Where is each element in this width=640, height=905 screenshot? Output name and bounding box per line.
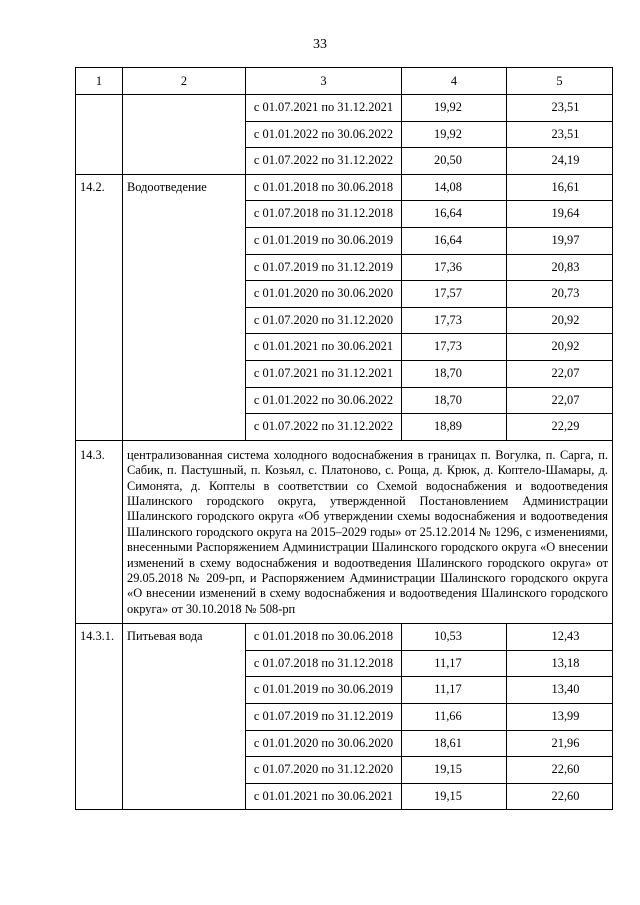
period-cell: с 01.07.2018 по 31.12.2018 [246, 201, 402, 228]
row-name: Водоотведение [123, 174, 246, 440]
section-row [76, 440, 613, 623]
value-5-cell [507, 624, 613, 651]
value-5-cell [507, 227, 613, 254]
value-4-text: 17,73 [434, 339, 462, 354]
value-4-text: 16,64 [434, 232, 462, 247]
value-4-text: 10,53 [434, 629, 462, 644]
value-5-cell [507, 254, 613, 281]
period-cell: с 01.01.2018 по 30.06.2018 [246, 624, 402, 651]
period-cell: с 01.01.2020 по 30.06.2020 [246, 730, 402, 757]
value-4-cell [402, 624, 507, 651]
period-cell: с 01.07.2020 по 31.12.2020 [246, 307, 402, 334]
value-4-cell [402, 730, 507, 757]
value-5-text: 13,99 [551, 708, 580, 723]
value-4-cell [402, 650, 507, 677]
period-cell: с 01.07.2019 по 31.12.2019 [246, 254, 402, 281]
value-5-cell [507, 201, 613, 228]
period-cell: с 01.07.2019 по 31.12.2019 [246, 703, 402, 730]
value-5-text: 13,40 [551, 682, 580, 697]
row-number: 14.2. [76, 174, 123, 440]
period-cell: с 01.01.2019 по 30.06.2019 [246, 677, 402, 704]
period-cell: с 01.01.2019 по 30.06.2019 [246, 227, 402, 254]
value-5-cell [507, 387, 613, 414]
value-4-cell [402, 121, 507, 148]
value-5-cell [507, 121, 613, 148]
value-4-cell [402, 174, 507, 201]
value-5-cell [507, 703, 613, 730]
period-cell: с 01.01.2022 по 30.06.2022 [246, 387, 402, 414]
value-4-cell [402, 360, 507, 387]
value-4-text: 18,61 [434, 735, 462, 750]
value-4-cell [402, 95, 507, 122]
value-4-cell [402, 201, 507, 228]
value-4-text: 19,15 [434, 788, 462, 803]
period-cell: с 01.01.2018 по 30.06.2018 [246, 174, 402, 201]
value-5-cell [507, 281, 613, 308]
value-5-text: 20,92 [551, 312, 580, 327]
period-cell: с 01.01.2022 по 30.06.2022 [246, 121, 402, 148]
period-cell: с 01.07.2022 по 31.12.2022 [246, 148, 402, 175]
value-4-cell [402, 307, 507, 334]
tariff-table-body [76, 95, 613, 810]
value-4-text: 19,92 [434, 100, 462, 114]
value-4-text: 14,08 [434, 179, 462, 194]
value-4-text: 17,36 [434, 259, 462, 274]
value-4-text: 18,89 [434, 419, 462, 434]
column-header-period: 3 [246, 68, 402, 95]
value-5-cell [507, 757, 613, 784]
column-header-value-5: 5 [507, 68, 613, 95]
period-cell: с 01.07.2021 по 31.12.2021 [246, 95, 402, 122]
value-4-text: 16,64 [434, 206, 462, 221]
value-4-cell [402, 281, 507, 308]
value-4-cell [402, 783, 507, 810]
period-cell: с 01.01.2020 по 30.06.2020 [246, 281, 402, 308]
value-5-cell [507, 148, 613, 175]
section-number: 14.3. [76, 440, 123, 623]
value-4-text: 11,17 [434, 655, 462, 670]
value-4-text: 19,92 [434, 126, 462, 141]
value-5-text: 22,07 [551, 392, 580, 407]
value-4-text: 11,17 [434, 682, 462, 697]
value-5-text: 22,60 [551, 788, 580, 803]
value-5-text: 22,29 [551, 419, 580, 434]
column-header-value-4: 4 [402, 68, 507, 95]
row-name [123, 95, 246, 175]
value-4-text: 17,73 [434, 312, 462, 327]
value-4-text: 18,70 [434, 365, 462, 380]
value-4-cell [402, 703, 507, 730]
section-description: централизованная система холодного водоснабжения в границах п. Вогулка, п. Сарга, п. Сабик, п. Пастушный, п. Козьял, с. Платоново, с. Роща, д. Крюк, д. Коптело-Шамары, д. Симонята, д. Коптелы в соответствии со Схемой водоснабжения и водоотведения Шалинского городского округа, утвержденной Постановлением Администрации Шалинского городского округа «Об утверждении схемы водоснабжения и водоотведения Шалинского городского округа на 2015–2029 годы» от 25.12.2014 № 1296, с изменениями, внесенными Распоряжением Администрации Шалинского городского округа «О внесении изменений в схему водоснабжения и водоотведения Шалинского городского округа» от 29.05.2018 № 209-рп, и Распоряжением Администрации Шалинского городского округа «О внесении изменений в схему водоснабжения и водоотведения Шалинского городского округа» от 30.10.2018 № 508-рп [123, 440, 613, 623]
row-number [76, 95, 123, 175]
value-4-cell [402, 677, 507, 704]
value-4-cell [402, 148, 507, 175]
value-5-text: 20,83 [551, 259, 580, 274]
value-4-cell [402, 757, 507, 784]
value-5-cell [507, 730, 613, 757]
column-header-number: 1 [76, 68, 123, 95]
value-4-cell [402, 414, 507, 441]
value-4-cell [402, 227, 507, 254]
value-4-text: 17,57 [434, 286, 462, 301]
value-5-text: 21,96 [551, 735, 580, 750]
period-cell: с 01.07.2022 по 31.12.2022 [246, 414, 402, 441]
value-4-text: 19,15 [434, 762, 462, 777]
value-5-text: 23,51 [551, 126, 580, 141]
table-row [76, 174, 613, 201]
value-4-text: 20,50 [434, 153, 462, 168]
value-4-cell [402, 334, 507, 361]
value-5-cell [507, 334, 613, 361]
value-5-text: 24,19 [551, 153, 580, 168]
value-5-text: 13,18 [551, 655, 580, 670]
value-5-text: 19,64 [551, 206, 580, 221]
row-number: 14.3.1. [76, 624, 123, 810]
value-5-cell [507, 95, 613, 122]
page-number: 33 [313, 37, 327, 52]
period-cell: с 01.07.2021 по 31.12.2021 [246, 360, 402, 387]
value-5-cell [507, 677, 613, 704]
value-5-cell [507, 783, 613, 810]
value-5-cell [507, 414, 613, 441]
value-5-text: 20,73 [551, 286, 580, 301]
period-cell: с 01.07.2020 по 31.12.2020 [246, 757, 402, 784]
value-5-text: 20,92 [551, 339, 580, 354]
value-5-cell [507, 360, 613, 387]
row-name: Питьевая вода [123, 624, 246, 810]
value-5-cell [507, 307, 613, 334]
value-5-text: 22,60 [551, 762, 580, 777]
period-cell: с 01.01.2021 по 30.06.2021 [246, 334, 402, 361]
period-cell: с 01.01.2021 по 30.06.2021 [246, 783, 402, 810]
value-5-text: 12,43 [551, 629, 580, 644]
value-5-text: 23,51 [551, 100, 580, 114]
period-cell: с 01.07.2018 по 31.12.2018 [246, 650, 402, 677]
value-4-cell [402, 387, 507, 414]
table-header-row [76, 68, 613, 95]
column-header-name: 2 [123, 68, 246, 95]
value-5-text: 16,61 [551, 179, 580, 194]
table-row [76, 95, 613, 122]
value-4-text: 11,66 [434, 708, 462, 723]
value-5-cell [507, 650, 613, 677]
value-4-text: 18,70 [434, 392, 462, 407]
tariff-table [75, 67, 613, 810]
value-5-text: 22,07 [551, 365, 580, 380]
table-row [76, 624, 613, 651]
value-5-text: 19,97 [551, 232, 580, 247]
value-5-cell [507, 174, 613, 201]
value-4-cell [402, 254, 507, 281]
